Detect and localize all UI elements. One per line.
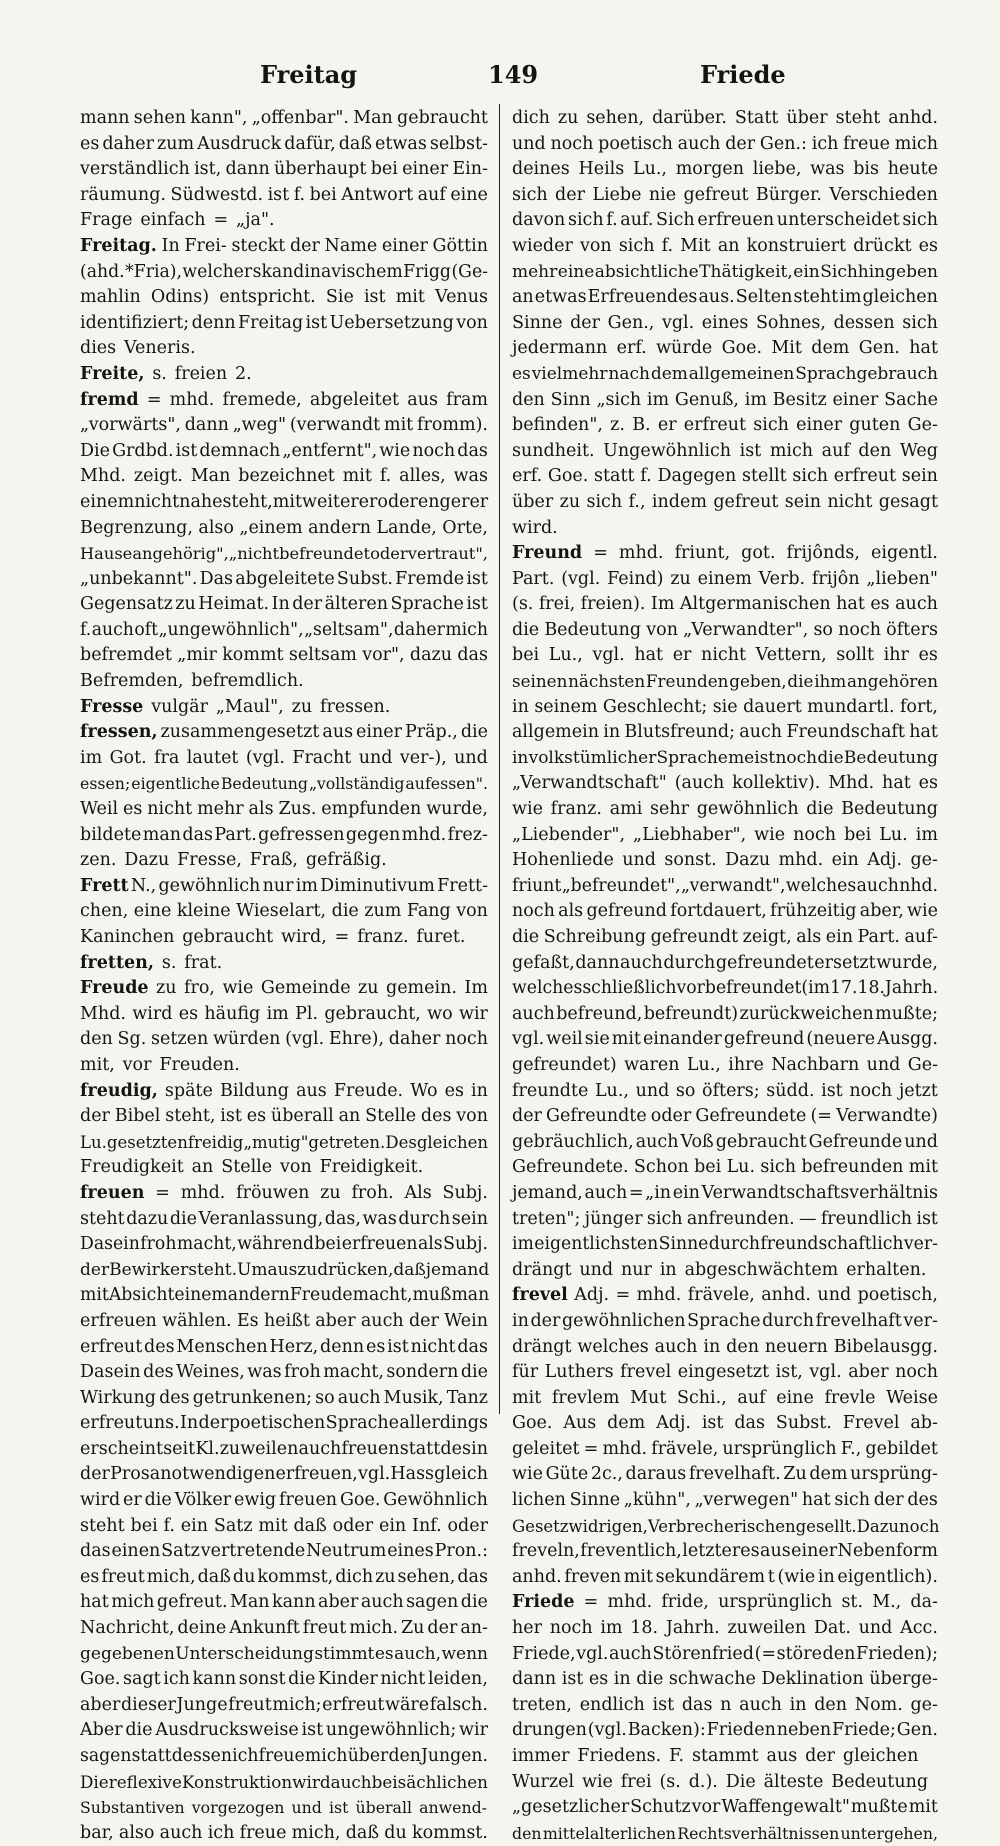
text-line: allgemein in Blutsfreund; auch Freundschaft hat <box>512 722 938 743</box>
text-line: die Schreibung gefreundt zeigt, als ein Part. auf- <box>512 927 938 947</box>
text-line: sich der Liebe nie gefreut Bürger. Verschieden <box>512 184 938 205</box>
text-line: frevel Adj. = mhd. frävele, anhd. und poetisch, <box>512 1285 938 1306</box>
text-line: die Bedeutung von „Verwandter", so noch öfters <box>512 619 938 640</box>
text-line: freudig, späte Bildung aus Freude. Wo es in <box>80 1080 488 1101</box>
text-line: es freut mich, daß du kommst, dich zu sehen, das <box>80 1566 488 1587</box>
text-line: seinen nächsten Freunden geben, die ihm angehören <box>512 671 938 692</box>
text-line: Gegensatz zu Heimat. In der älteren Sprache ist <box>80 594 488 615</box>
text-line: mit frevlem Mut Schi., auf eine frevle Weise <box>512 1387 938 1408</box>
text-line: Begrenzung, also „einem andern Lande, Orte, <box>80 517 488 538</box>
text-line: Aber die Ausdrucksweise ist ungewöhnlich; wir <box>80 1720 488 1741</box>
text-line: erfreut des Menschen Herz, denn es ist nicht das <box>80 1336 488 1357</box>
text-line: erfreut uns. In der poetischen Sprache allerdings <box>80 1413 488 1434</box>
text-line: räumung. Südwestd. ist f. bei Antwort auf eine <box>80 184 488 205</box>
text-line: fretten, s. frat. <box>80 952 223 973</box>
text-line: auch befreund, befreundt) zurückweichen mußte; <box>512 1003 938 1024</box>
text-line: Friede = mhd. fride, ursprünglich st. M., da- <box>512 1592 938 1613</box>
text-line: es vielmehr nach dem allgemeinen Sprachgebrauch <box>512 363 938 384</box>
text-line: über zu sich f., indem gefreut sein nicht gesagt <box>512 491 938 512</box>
text-line: erscheint seit Kl. zuweilen auch freuen statt des in <box>80 1438 488 1459</box>
text-line: in volkstümlicher Sprache meist noch die Bedeutung <box>512 747 938 768</box>
text-line: gefaßt, dann auch durch gefreundet ersetzt wurde, <box>512 952 938 973</box>
column-rule <box>499 104 500 1414</box>
text-line: Fresse vulgär „Maul", zu fressen. <box>80 696 391 717</box>
text-line: sagen statt dessen ich freue mich über den Jungen. <box>80 1746 488 1766</box>
text-line: Hohenliede und sonst. Dazu mhd. ein Adj. ge- <box>512 850 938 871</box>
text-line: einem nicht nahe steht, mit weiterer oder engerer <box>80 491 489 512</box>
text-line: und noch poetisch auch der Gen.: ich freue mich <box>512 133 938 154</box>
text-line: (ahd. *Fria), welcher skandinavischem Frigg (Ge- <box>80 261 488 282</box>
text-line: jemand, auch = „in ein Verwandtschaftsverhältnis <box>512 1182 938 1203</box>
text-line: Gesetzwidrigen, Verbrecherischen gesellt. Dazu noch <box>512 1516 940 1536</box>
text-line: gegebenen Unterscheidung stimmt es auch, wenn <box>80 1643 488 1664</box>
text-line: welches schließlich vor befreundet (im 17. 18. Jahrh. <box>512 978 939 999</box>
text-line: wird er die Völker ewig freuen Goe. Gewöhnlich <box>80 1490 488 1511</box>
running-head-left: Freitag <box>260 60 358 89</box>
text-line: sundheit. Ungewöhnlich ist mich auf den Weg <box>512 440 938 461</box>
text-line: anhd. freven mit sekundärem t (wie in eigentlich). <box>512 1566 938 1587</box>
text-line: „unbekannt". Das abgeleitete Subst. Fremde ist <box>80 568 488 589</box>
text-line: aber dieser Junge freut mich; erfreut wäre falsch. <box>80 1694 488 1715</box>
text-line: bildete man das Part. gefressen gegen mhd. frez- <box>80 824 488 845</box>
text-line: in der gewöhnlichen Sprache durch frevelhaft ver- <box>512 1310 938 1331</box>
text-line: an etwas Erfreuendes aus. Selten steht im gleichen <box>512 287 938 308</box>
text-line: essen; eigentliche Bedeutung „vollständig aufessen". <box>80 774 488 794</box>
text-line: freuen = mhd. fröuwen zu froh. Als Subj. <box>80 1182 488 1203</box>
text-line: den Sg. setzen würden (vgl. Ehre), daher noch <box>80 1029 488 1050</box>
text-line: Freite, s. freien 2. <box>80 363 252 384</box>
text-line: verständlich ist, dann überhaupt bei einer Ein- <box>80 159 488 180</box>
text-line: Kaninchen gebraucht wird, = franz. furet. <box>80 927 466 947</box>
text-line: in seinem Geschlecht; sie dauert mundartl. fort, <box>512 696 938 717</box>
text-line: dich zu sehen, darüber. Statt über steht anhd. <box>512 108 938 128</box>
text-line: Gefreundete. Schon bei Lu. sich befreunden mit <box>512 1157 938 1178</box>
text-line: Frage einfach = „ja". <box>80 210 275 231</box>
text-line: Part. (vgl. Feind) zu einem Verb. frijôn „lieben" <box>512 568 938 589</box>
text-line: gebräuchlich, auch Voß gebraucht Gefreunde und <box>512 1131 938 1152</box>
text-line: wie Güte 2c., daraus frevelhaft. Zu dem ursprüng- <box>512 1464 938 1485</box>
text-line: dann ist es in die schwache Deklination überge- <box>512 1669 938 1690</box>
text-line: noch als gefreund fortdauert, frühzeitig aber, wie <box>512 901 938 922</box>
text-line: wird. <box>512 517 558 538</box>
text-line: zen. Dazu Fresse, Fraß, gefräßig. <box>80 850 387 871</box>
left-column <box>80 106 488 1846</box>
text-line: im Got. fra lautet (vgl. Fracht und ver-), und <box>80 747 488 768</box>
text-line: befinden", z. B. er erfreut sich einer guten Ge- <box>512 415 938 436</box>
text-line: f. auch oft „ungewöhnlich", „seltsam", daher mich <box>80 619 488 640</box>
text-line: Goe. sagt ich kann sonst die Kinder nicht leiden, <box>80 1669 488 1690</box>
text-line: „Liebender", „Liebhaber", wie noch bei Lu. im <box>512 824 938 845</box>
text-line: Befremden, befremdlich. <box>80 671 304 692</box>
text-line: drängt und nur in abgeschwächtem erhalten. <box>512 1259 927 1280</box>
text-line: fremd = mhd. fremede, abgeleitet aus fram <box>80 389 488 410</box>
text-line: Sinne der Gen., vgl. eines Sohnes, dessen sich <box>512 312 938 333</box>
text-line: hat mich gefreut. Man kann aber auch sagen die <box>80 1592 488 1613</box>
text-line: friunt „befreundet", „verwandt", welches auch nhd. <box>512 875 938 896</box>
text-line: steht dazu die Veranlassung, das, was durch sein <box>80 1208 488 1229</box>
text-line: steht bei f. ein Satz mit daß oder ein Inf. oder <box>80 1515 488 1536</box>
text-line: Freude zu fro, wie Gemeinde zu gemein. Im <box>80 978 488 999</box>
running-head-right: Friede <box>700 60 786 89</box>
text-line: davon sich f. auf. Sich erfreuen unterscheidet sich <box>512 210 938 231</box>
text-line: den mittelalterlichen Rechtsverhältnissen untergehen, <box>512 1823 938 1843</box>
text-line: immer Friedens. F. stammt aus der gleichen <box>512 1746 919 1766</box>
page-number: 149 <box>488 60 539 89</box>
text-line: mit Absicht einem andern Freude macht, muß man <box>80 1285 490 1306</box>
text-line: Hause angehörig", „nicht befreundet oder vertraut", <box>80 544 488 564</box>
text-line: geleitet = mhd. frävele, ursprünglich F., gebildet <box>512 1438 938 1459</box>
text-line: identifiziert; denn Freitag ist Uebersetzung von <box>80 312 488 333</box>
text-line: den Sinn „sich im Genuß, im Besitz einer Sache <box>512 389 938 410</box>
text-line: drängt welches auch in den neuern Bibelausgg. <box>512 1336 938 1357</box>
right-column <box>512 106 938 1846</box>
text-line: der Prosa notwendigen erfreuen, vgl. Hass gleich <box>80 1464 488 1485</box>
text-line: Mhd. wird es häufig im Pl. gebraucht, wo wir <box>80 1003 488 1024</box>
text-line: für Luthers frevel eingesetzt ist, vgl. aber noch <box>512 1362 938 1383</box>
text-line: vgl. weil sie mit einander gefreund (neuere Ausgg. <box>512 1029 938 1050</box>
text-line: drungen (vgl. Backen): Frieden neben Friede; Gen. <box>512 1720 938 1741</box>
text-line: der Gefreundte oder Gefreundete (= Verwandte) <box>512 1106 938 1127</box>
text-line: Friede, vgl. auch Störenfried (= störe den Frieden); <box>512 1643 938 1664</box>
text-line: Dasein des Weines, was froh macht, sondern die <box>80 1362 488 1383</box>
text-line: Freund = mhd. friunt, got. frijônds, eigentl. <box>512 543 938 564</box>
text-line: im eigentlichsten Sinne durch freundschaftlich ver- <box>512 1234 938 1255</box>
text-line: Weil es nicht mehr als Zus. empfunden wurde, <box>80 799 488 820</box>
text-line: freundte Lu., und so öfters; südd. ist noch jetzt <box>512 1080 938 1101</box>
text-line: Freitag. In Frei- steckt der Name einer Göttin <box>80 235 488 256</box>
text-line: erfreuen wählen. Es heißt aber auch der Wein <box>80 1310 488 1331</box>
text-line: lichen Sinne „kühn", „verwegen" hat sich der des <box>512 1490 938 1511</box>
text-line: Frett N., gewöhnlich nur im Diminutivum Frett- <box>80 875 488 896</box>
text-line: mehr eine absichtliche Thätigkeit, ein Sichhingeben <box>512 261 938 282</box>
text-line: befremdet „mir kommt seltsam vor", dazu das <box>80 645 488 666</box>
text-line: mit, vor Freuden. <box>80 1054 240 1075</box>
text-line: mahlin Odins) entspricht. Sie ist mit Venus <box>80 287 488 308</box>
text-line: freveln, freventlich, letzteres aus einer Nebenform <box>512 1541 938 1562</box>
text-line: der Bibel steht, ist es überall an Stelle des von <box>80 1106 488 1127</box>
text-line: Dasein froh macht, während bei erfreuen als Subj. <box>80 1234 488 1255</box>
text-line: Goe. Aus dem Adj. ist das Subst. Frevel ab- <box>512 1413 938 1434</box>
text-line: mann sehen kann", „offenbar". Man gebraucht <box>80 108 488 128</box>
text-line: „gesetzlicher Schutz vor Waffengewalt" mußte mit <box>512 1797 938 1818</box>
text-line: Die reflexive Konstruktion wird auch bei sächlichen <box>80 1771 488 1792</box>
text-line: dies Veneris. <box>80 338 196 359</box>
text-line: Freudigkeit an Stelle von Freidigkeit. <box>80 1157 424 1178</box>
text-line: „vorwärts", dann „weg" (verwandt mit fromm). <box>80 415 488 436</box>
text-line: Nachricht, deine Ankunft freut mich. Zu der an- <box>80 1618 488 1639</box>
text-line: der Bewirker steht. Um auszudrücken, daß jemand <box>80 1259 490 1280</box>
text-line: Wirkung des getrunkenen; so auch Musik, Tanz <box>80 1387 488 1408</box>
text-line: wie franz. ami sehr gewöhnlich die Bedeutung <box>512 799 938 820</box>
text-line: deines Heils Lu., morgen liebe, was bis heute <box>512 159 938 180</box>
text-line: jedermann erf. würde Goe. Mit dem Gen. hat <box>512 338 938 359</box>
text-line: wieder von sich f. Mit an konstruiert drückt es <box>512 235 938 256</box>
page-header <box>80 60 938 96</box>
text-line: (s. frei, freien). Im Altgermanischen hat es auch <box>512 594 938 615</box>
text-line: das einen Satz vertretende Neutrum eines Pron.: <box>80 1541 488 1562</box>
text-line: fressen, zusammengesetzt aus einer Präp., die <box>80 722 488 743</box>
text-line: chen, eine kleine Wieselart, die zum Fang von <box>80 901 488 922</box>
text-line: gefreundet) waren Lu., ihre Nachbarn und Ge- <box>512 1054 938 1075</box>
text-line: Wurzel wie frei (s. d.). Die älteste Bedeutung <box>512 1771 929 1792</box>
text-line: treten, endlich ist das n auch in den Nom. ge- <box>512 1694 938 1715</box>
text-line: Die Grdbd. ist demnach „entfernt", wie noch das <box>80 440 488 461</box>
text-line: „Verwandtschaft" (auch kollektiv). Mhd. hat es <box>512 773 938 794</box>
text-line: bar, also auch ich freue mich, daß du kommst. <box>80 1822 488 1843</box>
text-line: her noch im 18. Jahrh. zuweilen Dat. und Acc. <box>512 1618 938 1639</box>
text-line: Substantiven vorgezogen und ist überall anwend- <box>80 1798 487 1818</box>
text-line: bei Lu., vgl. hat er nicht Vettern, sollt ihr es <box>512 645 938 666</box>
text-line: treten"; jünger sich anfreunden. — freundlich ist <box>512 1208 938 1229</box>
text-line: Lu. gesetzten freidig „mutig" getreten. Desgleichen <box>80 1132 488 1152</box>
text-line: Mhd. zeigt. Man bezeichnet mit f. alles, was <box>80 466 488 487</box>
text-line: es daher zum Ausdruck dafür, daß etwas selbst- <box>80 133 488 154</box>
text-line: erf. Goe. statt f. Dagegen stellt sich erfreut sein <box>512 466 938 487</box>
